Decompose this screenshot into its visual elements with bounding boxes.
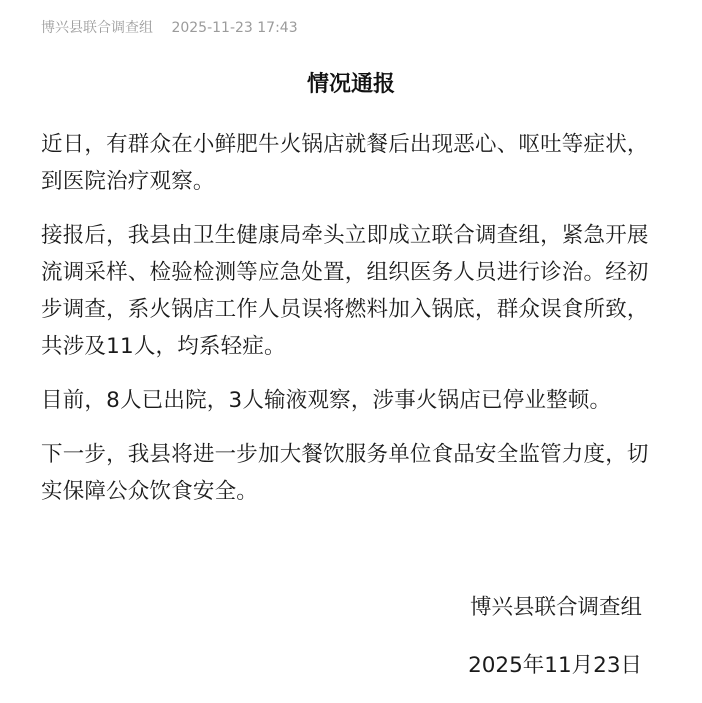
- paragraph-4: 下一步，我县将进一步加大餐饮服务单位食品安全监管力度，切实保障公众饮食安全。: [41, 442, 649, 504]
- article-body: [41, 126, 661, 527]
- paragraph-3: 目前，8人已出院，3人输液观察，涉事火锅店已停业整顿。: [41, 388, 612, 413]
- signature-date: 2025年11月23日: [468, 653, 642, 678]
- publish-time: 2025-11-23 17:43: [171, 20, 298, 36]
- signature-organization: 博兴县联合调查组: [469, 595, 642, 620]
- paragraph-2: 接报后，我县由卫生健康局牵头立即成立联合调查组，紧急开展流调采样、检验检测等应急处置，组织医务人员进行诊治。经初步调查，系火锅店工作人员误将燃料加入锅底，群众误食所致，共涉及11人，均系轻症。: [41, 223, 649, 359]
- source-name[interactable]: 博兴县联合调查组: [41, 20, 153, 36]
- paragraph-1: 近日，有群众在小鲜肥牛火锅店就餐后出现恶心、呕吐等症状，到医院治疗观察。: [41, 132, 649, 194]
- article-meta: [41, 17, 298, 39]
- page-title: 情况通报: [306, 72, 395, 97]
